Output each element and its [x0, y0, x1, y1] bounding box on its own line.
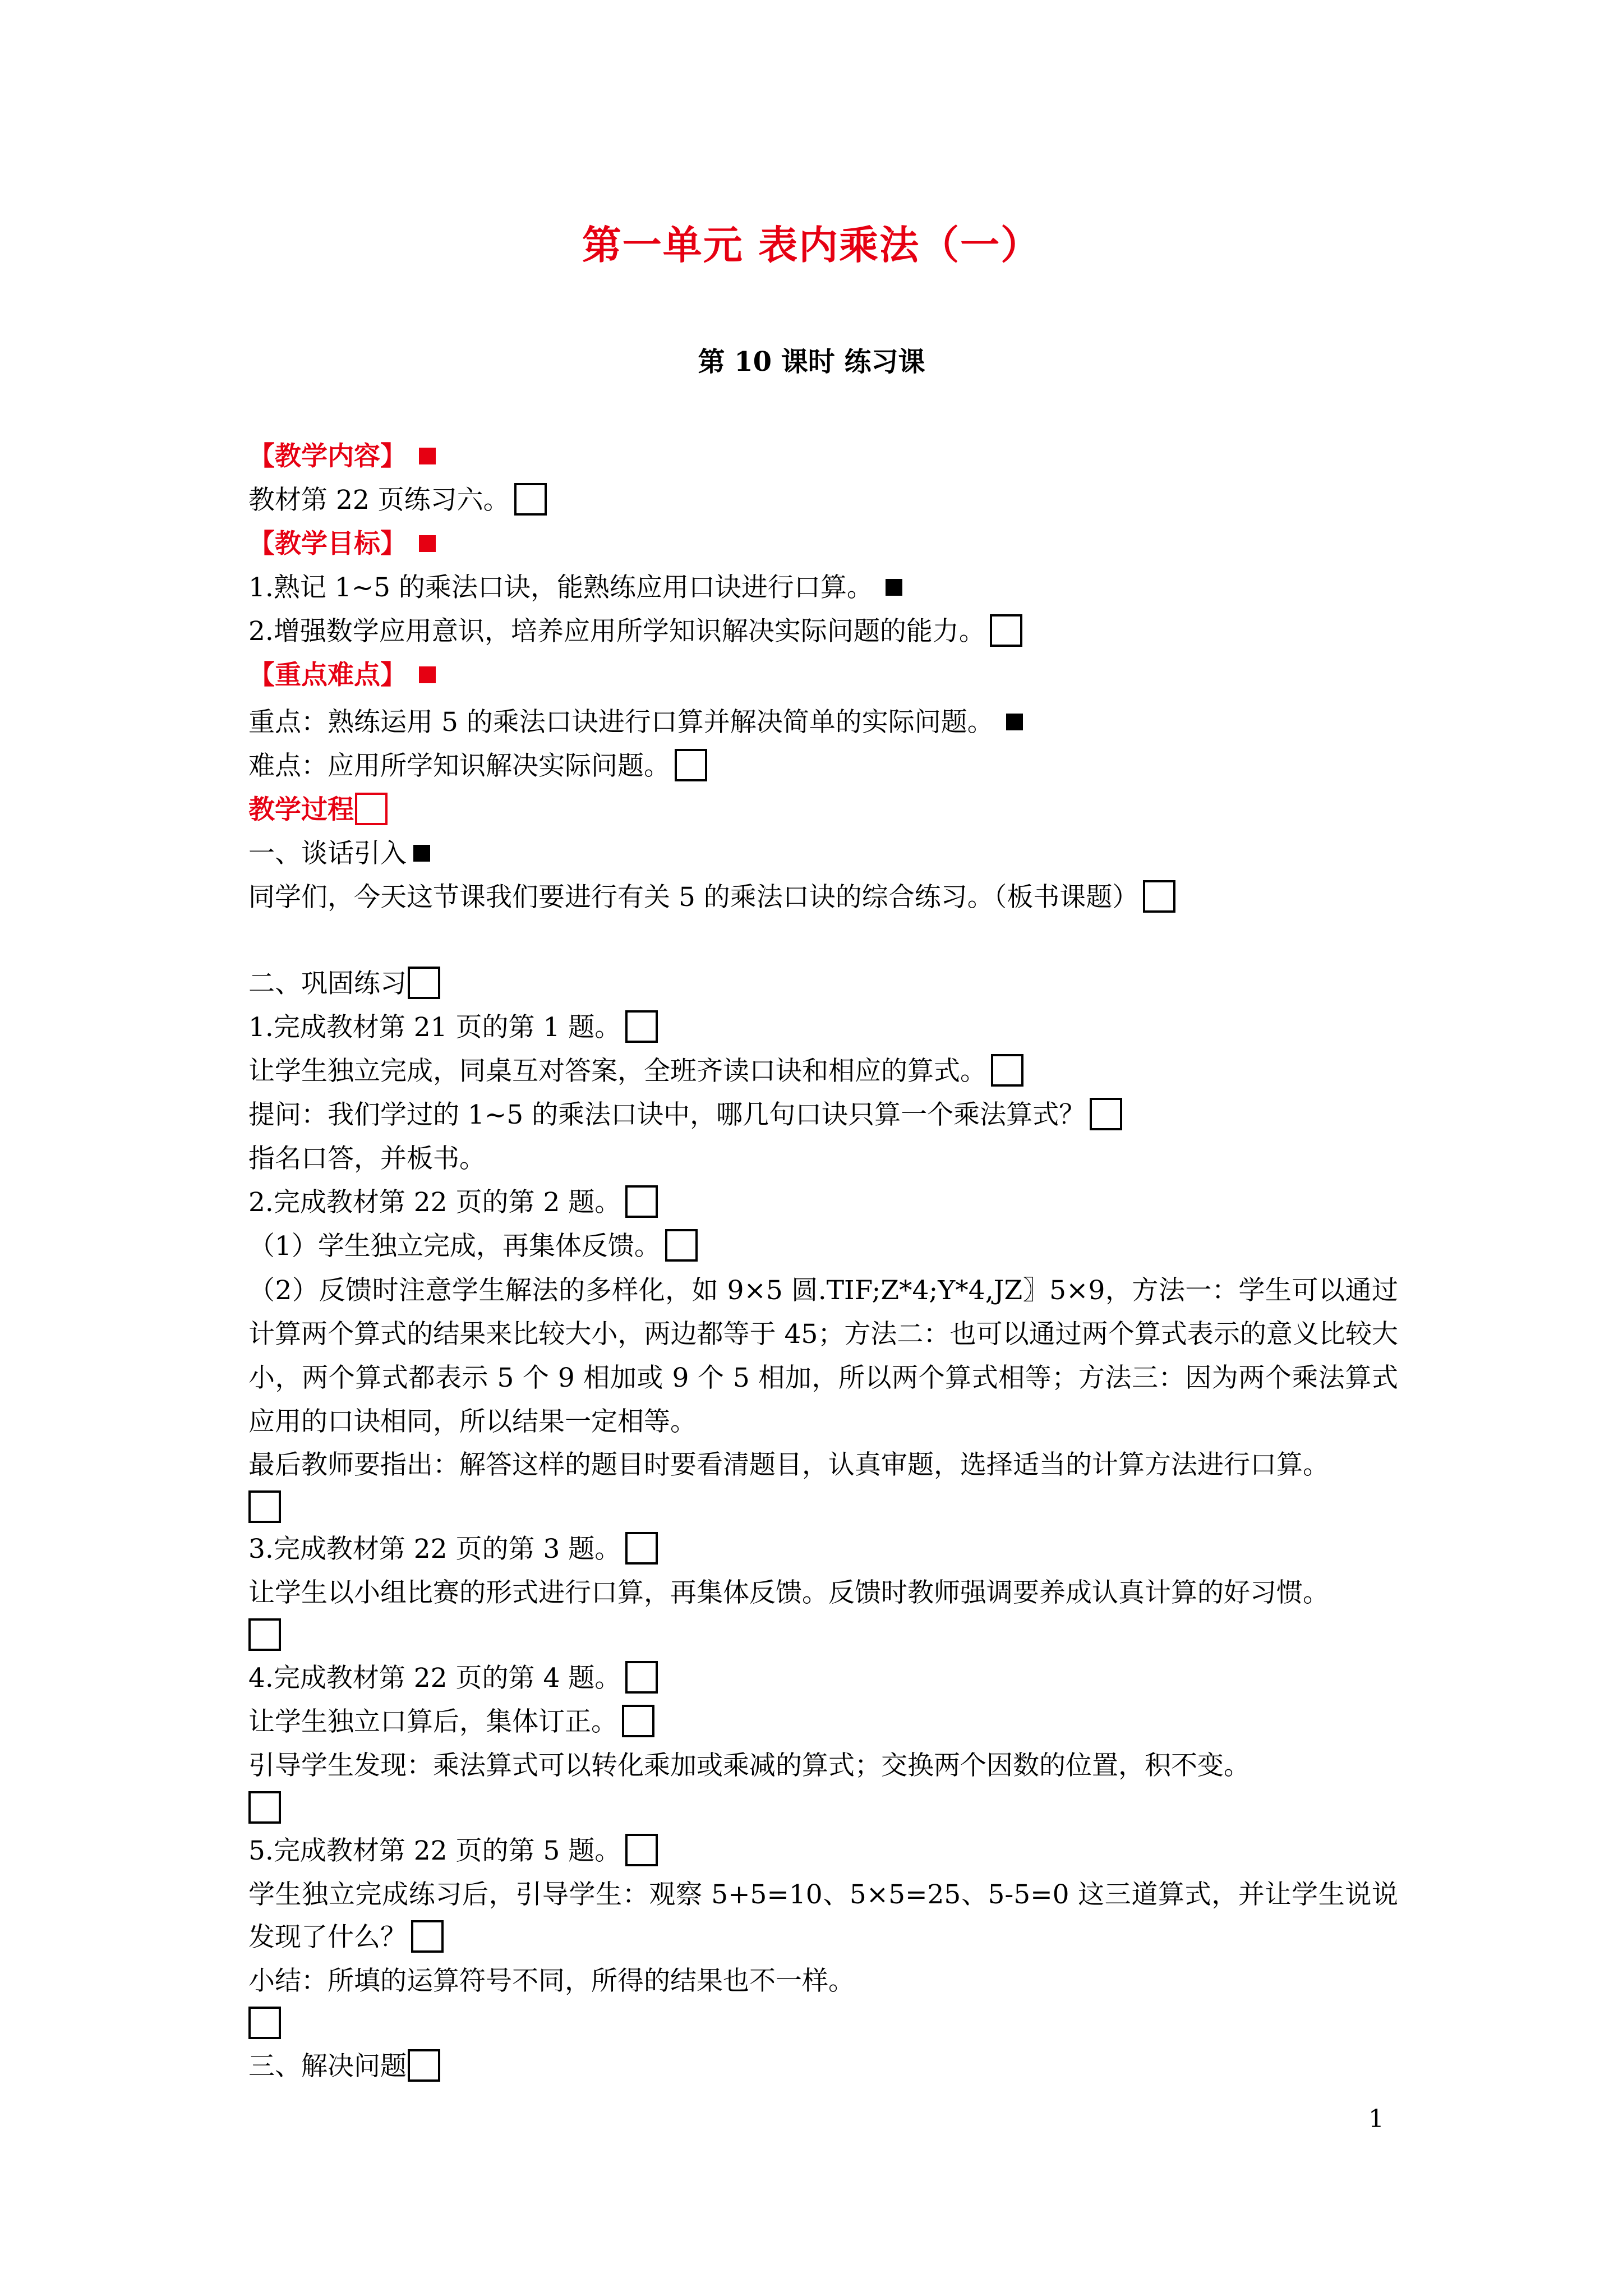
checkbox-marker	[411, 1920, 444, 1953]
marker-square	[419, 448, 436, 464]
checkbox-marker	[248, 2007, 281, 2039]
paragraph: 1.熟记 1~5 的乘法口诀，能熟练应用口诀进行口算。	[248, 567, 1398, 609]
paragraph: 1.完成教材第 21 页的第 1 题。	[248, 1006, 1398, 1049]
paragraph: 学生独立完成练习后，引导学生：观察 5+5=10、5×5=25、5-5=0 这三道算式，并让学生说说发现了什么？	[248, 1879, 1398, 1953]
marker-square	[419, 535, 436, 552]
paragraph: 让学生以小组比赛的形式进行口算，再集体反馈。反馈时教师强调要养成认真计算的好习惯。	[248, 1572, 1398, 1657]
checkbox-marker	[675, 749, 707, 781]
paragraph: 2.增强数学应用意识，培养应用所学知识解决实际问题的能力。	[248, 610, 1398, 653]
paragraph: 2.完成教材第 22 页的第 2 题。	[248, 1181, 1398, 1224]
checkbox-marker	[991, 1054, 1023, 1087]
checkbox-marker	[1143, 880, 1175, 913]
paragraph: 提问：我们学过的 1~5 的乘法口诀中，哪几句口诀只算一个乘法算式？	[248, 1094, 1398, 1137]
marker-square	[886, 579, 902, 596]
section-heading-content: 【教学内容】	[248, 435, 1398, 478]
checkbox-marker	[625, 1185, 658, 1218]
section-heading-goals: 【教学目标】	[248, 523, 1398, 565]
marker-square	[413, 845, 430, 862]
checkbox-marker	[665, 1229, 698, 1262]
section-heading-process: 教学过程	[248, 789, 1398, 831]
paragraph: 教材第 22 页练习六。	[248, 479, 1398, 522]
checkbox-marker	[625, 1661, 658, 1694]
checkbox-marker	[625, 1532, 658, 1565]
paragraph: 二、巩固练习	[248, 963, 1398, 1005]
paragraph: 重点：熟练运用 5 的乘法口诀进行口算并解决简单的实际问题。	[248, 701, 1398, 744]
checkbox-marker	[990, 614, 1022, 647]
checkbox-marker	[248, 1490, 281, 1523]
checkbox-marker	[625, 1010, 658, 1043]
checkbox-marker	[408, 967, 440, 999]
paragraph: 指名口答，并板书。	[248, 1143, 486, 1174]
paragraph: 4.完成教材第 22 页的第 4 题。	[248, 1657, 1398, 1700]
checkbox-marker	[408, 2049, 440, 2082]
paragraph: 同学们，今天这节课我们要进行有关 5 的乘法口诀的综合练习。（板书课题）	[248, 876, 1398, 919]
paragraph: 3.完成教材第 22 页的第 3 题。	[248, 1528, 1398, 1571]
checkbox-marker	[355, 793, 388, 825]
paragraph: 难点：应用所学知识解决实际问题。	[248, 745, 1398, 788]
checkbox-marker	[1090, 1098, 1122, 1130]
page-title: 第一单元 表内乘法（一）	[582, 222, 1041, 268]
paragraph: 引导学生发现：乘法算式可以转化乘加或乘减的算式；交换两个因数的位置，积不变。	[248, 1745, 1398, 1830]
checkbox-marker	[625, 1834, 658, 1866]
paragraph: 让学生独立完成，同桌互对答案，全班齐读口诀和相应的算式。	[248, 1050, 1398, 1093]
checkbox-marker	[248, 1618, 281, 1651]
paragraph: （2）反馈时注意学生解法的多样化，如 9×5 圆.TIF;Z*4;Y*4,JZ〗5×9，方法一：学生可以通过计算两个算式的结果来比较大小，两边都等于 45；方法二：也可以通过两个算式表示的意义比较大小，两个算式都表示 5 个 9 相加或 9 个 5 相加，所以两个算式相等；方法三：因为两个乘法算式应用的口诀相同，所以结果一定相等。	[248, 1275, 1398, 1437]
checkbox-marker	[248, 1791, 281, 1824]
paragraph: 一、谈话引入	[248, 832, 1398, 875]
paragraph: （1）学生独立完成，再集体反馈。	[248, 1225, 1398, 1268]
checkbox-marker	[622, 1705, 654, 1737]
paragraph: 最后教师要指出：解答这样的题目时要看清题目，认真审题，选择适当的计算方法进行口算。	[248, 1444, 1398, 1529]
marker-square	[1006, 714, 1023, 730]
lesson-subtitle: 第 10 课时 练习课	[698, 346, 925, 378]
page-number: 1	[1368, 2105, 1384, 2133]
marker-square	[419, 666, 436, 683]
paragraph: 小结：所填的运算符号不同，所得的结果也不一样。	[248, 1960, 1398, 2045]
section-heading-keypoints: 【重点难点】	[248, 654, 1398, 697]
checkbox-marker	[514, 483, 547, 516]
paragraph: 三、解决问题	[248, 2045, 1398, 2088]
paragraph: 让学生独立口算后，集体订正。	[248, 1701, 1398, 1743]
paragraph: 5.完成教材第 22 页的第 5 题。	[248, 1830, 1398, 1872]
